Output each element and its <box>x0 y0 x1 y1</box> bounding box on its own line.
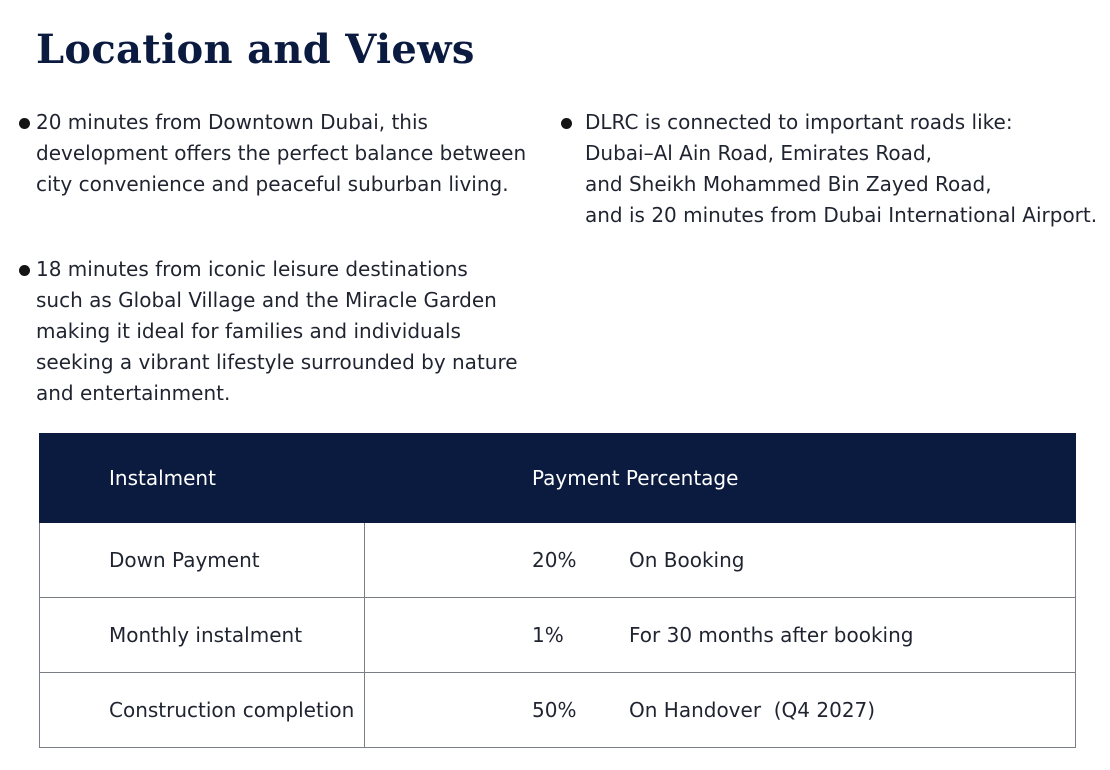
header-instalment <box>40 434 365 523</box>
bullet-dot-icon <box>561 118 572 129</box>
instalment-name: Monthly instalment <box>109 623 303 647</box>
header-payment-percentage <box>365 434 1076 523</box>
bullet-roads-connectivity <box>585 107 1097 231</box>
bullet-text-line: 20 minutes from Downtown Dubai, this <box>36 110 428 134</box>
bullet-text-line: city convenience and peaceful suburban living. <box>36 172 509 196</box>
payment-percentage: 20% <box>532 548 577 572</box>
table-row <box>40 673 1076 748</box>
bullet-text-line: seeking a vibrant lifestyle surrounded by nature <box>36 350 518 374</box>
payment-note: On Booking <box>629 548 745 572</box>
bullet-text-line: DLRC is connected to important roads like: <box>585 110 1013 134</box>
instalment-cell <box>40 598 365 673</box>
instalment-name: Construction completion <box>109 698 355 722</box>
payment-detail <box>365 548 1075 572</box>
payment-note: For 30 months after booking <box>629 623 914 647</box>
table-row <box>40 598 1076 673</box>
bullet-downtown-dubai <box>36 107 526 200</box>
payment-cell <box>365 523 1076 598</box>
instalment-cell <box>40 673 365 748</box>
table-header-row <box>40 434 1076 523</box>
bullet-text-line: and Sheikh Mohammed Bin Zayed Road, <box>585 172 992 196</box>
page-title: Location and Views <box>36 26 475 73</box>
table-row <box>40 523 1076 598</box>
bullet-text-line: Dubai–Al Ain Road, Emirates Road, <box>585 141 932 165</box>
payment-detail <box>365 623 1075 647</box>
header-payment-percentage-label: Payment Percentage <box>532 466 739 490</box>
bullet-dot-icon <box>19 265 30 276</box>
bullet-text-line: making it ideal for families and individuals <box>36 319 461 343</box>
bullet-leisure-destinations <box>36 254 518 409</box>
bullet-text-line: such as Global Village and the Miracle Garden <box>36 288 497 312</box>
payment-plan-table <box>39 433 1076 748</box>
payment-detail <box>365 698 1075 722</box>
bullet-text-line: and entertainment. <box>36 381 231 405</box>
instalment-cell <box>40 523 365 598</box>
header-instalment-label: Instalment <box>109 466 216 490</box>
bullet-text-line: 18 minutes from iconic leisure destinations <box>36 257 468 281</box>
payment-percentage: 50% <box>532 698 577 722</box>
instalment-name: Down Payment <box>109 548 260 572</box>
bullet-text-line: and is 20 minutes from Dubai International Airport. <box>585 203 1098 227</box>
bullet-text-line: development offers the perfect balance between <box>36 141 527 165</box>
payment-percentage: 1% <box>532 623 564 647</box>
payment-cell <box>365 598 1076 673</box>
payment-cell <box>365 673 1076 748</box>
bullet-dot-icon <box>19 118 30 129</box>
payment-note: On Handover (Q4 2027) <box>629 698 876 722</box>
